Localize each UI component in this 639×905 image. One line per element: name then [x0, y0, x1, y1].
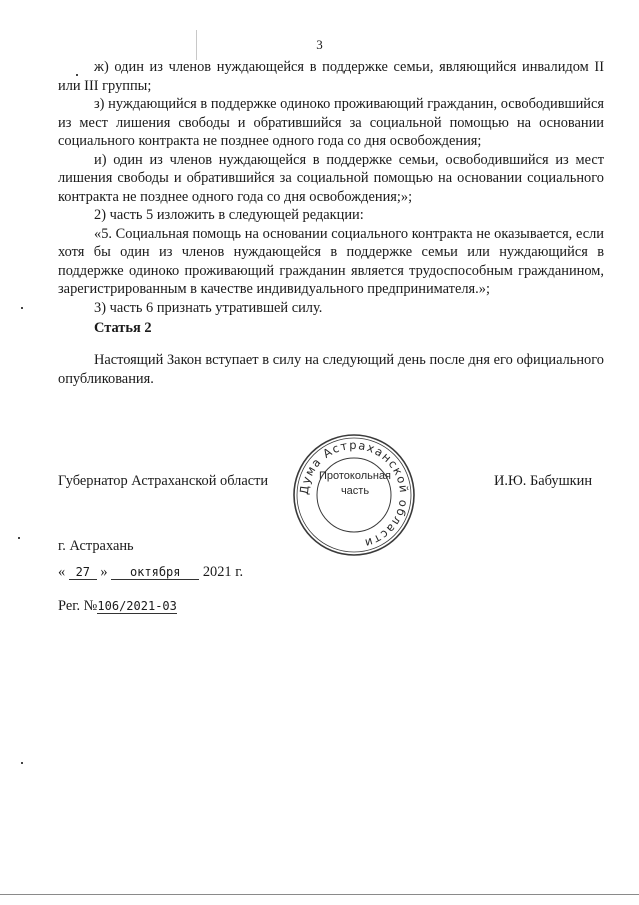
article-heading: Статья 2 — [94, 320, 152, 336]
official-stamp — [290, 431, 418, 559]
date-month: октября — [111, 565, 199, 580]
scan-dot — [21, 307, 23, 309]
scan-dot — [21, 762, 23, 764]
page-number: 3 — [316, 37, 323, 52]
registration-number — [58, 598, 177, 615]
date-close-quote: » — [100, 564, 108, 580]
registration-value: 106/2021-03 — [97, 599, 177, 613]
paragraph-part-5-intro: 2) часть 5 изложить в следующей редакции: — [94, 207, 364, 223]
signer-name: И.Ю. Бабушкин — [494, 473, 593, 489]
place-of-signing: г. Астрахань — [58, 538, 134, 554]
body-text — [58, 58, 604, 317]
scan-dot — [76, 74, 78, 76]
date-open-quote: « — [58, 564, 66, 580]
registration-label: Рег. № — [58, 598, 98, 614]
effective-date-paragraph: Настоящий Закон вступает в силу на следующий день после дня его официального опубликования. — [58, 352, 604, 387]
signer-position: Губернатор Астраханской области — [58, 473, 269, 489]
scan-dot — [18, 537, 20, 539]
date-year: 2021 г. — [202, 564, 244, 580]
stamp-center-text — [310, 469, 400, 499]
paragraph-i: и) один из членов нуждающейся в поддержке семьи, освободившийся из мест лишения свободы и обратившийся за социальной помощью на основании социального контракта не позднее одного года со дня освобождения;»; — [58, 151, 604, 205]
scan-bottom-edge — [0, 894, 639, 895]
stamp-center-line1: Протокольная — [318, 470, 392, 482]
date-day: 27 — [69, 565, 97, 580]
paragraph-part-5-text: «5. Социальная помощь на основании социального контракта не оказывается, если хотя бы один из членов нуждающейся в поддержке семьи или нуждающийся в поддержке одиноко проживающий гражданин является трудоспособным гражданином, зарегистрированным в качестве индивидуального предпринимателя.»; — [58, 225, 604, 297]
signing-date — [58, 564, 243, 581]
paragraph-zh: ж) один из членов нуждающейся в поддержке семьи, являющийся инвалидом II или III группы; — [58, 59, 604, 94]
stamp-ring-text: Дума Астраханской области — [296, 437, 412, 551]
paragraph-z: з) нуждающийся в поддержке одиноко проживающий гражданин, освободившийся из мест лишения свободы и обратившийся за социальной помощью на основании социального контракта не позднее одного года со дня освобождения; — [58, 96, 604, 149]
paragraph-part-6: 3) часть 6 признать утратившей силу. — [94, 299, 323, 316]
stamp-center-line2: часть — [340, 485, 370, 497]
